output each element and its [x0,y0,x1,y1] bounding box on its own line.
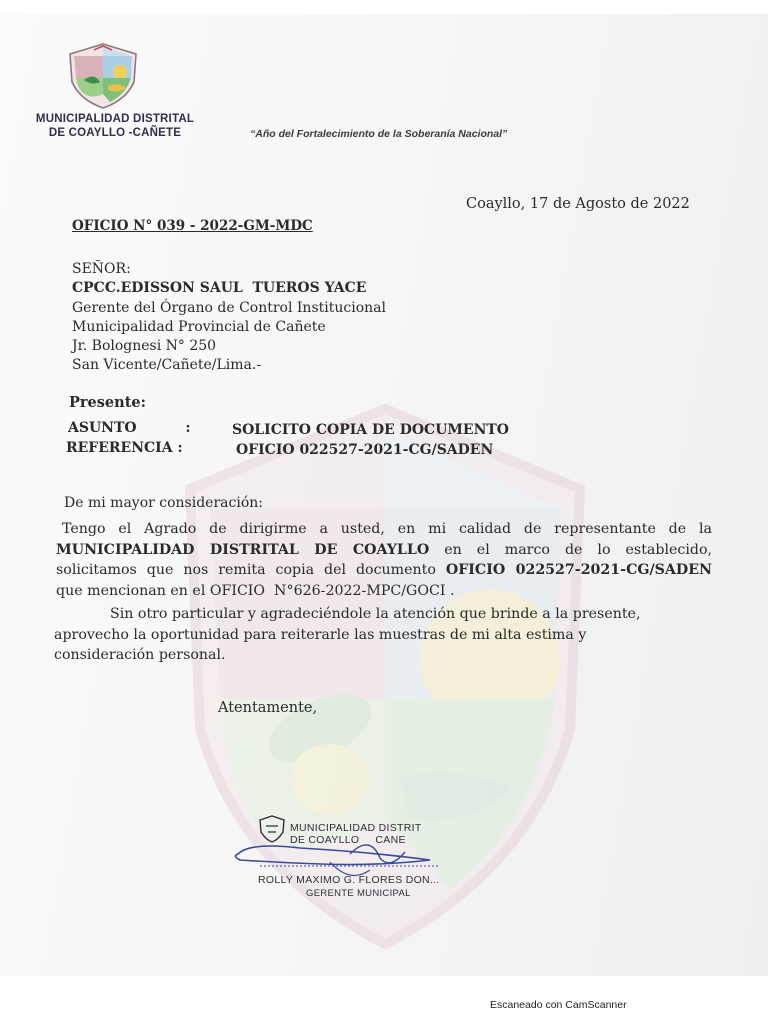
body2-line3: consideración personal. [54,647,226,663]
letter-date: Coayllo, 17 de Agosto de 2022 [466,196,690,212]
recipient-salutation: SEÑOR: [72,261,131,277]
body-paragraph-2 [54,604,710,666]
body1-line4: que mencionan en el OFICIO N°626-2022-MPC/GOCI . [56,582,455,599]
reference-value: OFICIO 022527-2021-CG/SADEN [236,442,494,458]
recipient-position: Gerente del Órgano de Control Institucional [72,299,386,316]
recipient-name: CPCC.EDISSON SAUL TUEROS YACE [72,280,367,297]
reference-bold: OFICIO 022527-2021-CG/SADEN [445,562,712,578]
recipient-address: Jr. Bolognesi N° 250 [72,338,217,355]
municipality-name-line2: DE COAYLLO -CAÑETE [48,127,182,139]
body2-line1: Sin otro particular y agradeciéndole la atención que brinde a la presente, [110,606,641,622]
body1-line2-rest: en el marco de lo establecido, [429,541,712,558]
municipality-bold: MUNICIPALIDAD DISTRITAL DE COAYLLO [56,541,430,558]
body1-line2 [56,540,712,561]
closing-text: Atentamente, [218,700,318,716]
signer-title: GERENTE MUNICIPAL [306,888,411,899]
subject-label: ASUNTO : [68,420,191,436]
subject-value: SOLICITO COPIA DE DOCUMENTO [232,422,509,438]
letter-number: OFICIO N° 039 - 2022-GM-MDC [72,218,313,234]
recipient-block [72,260,386,376]
stamp-line2: DE COAYLLO CANE [290,834,406,846]
body2-line2: aprovecho la oportunidad para reiterarle las muestras de mi alta estima y [54,626,587,643]
reference-label: REFERENCIA : [66,440,183,456]
body-paragraph-1 [56,519,712,601]
signer-name: ROLLY MAXIMO G. FLORES DON... [258,874,440,886]
recipient-city: San Vicente/Cañete/Lima.- [72,357,262,374]
body1-line1: Tengo el Agrado de dirigirme a usted, en mi calidad de representante de la [62,521,712,537]
scanner-watermark-text: Escaneado con CamScanner [490,999,627,1011]
body1-line3 [56,560,712,581]
greeting: De mi mayor consideración: [64,495,263,511]
presente-label: Presente: [69,394,146,411]
recipient-institution: Municipalidad Provincial de Cañete [72,318,326,335]
municipality-name [30,112,200,140]
stamp-line1: MUNICIPALIDAD DISTRIT [290,822,422,834]
year-motto: “Año del Fortalecimiento de la Soberanía Nacional” [250,128,508,140]
document-sheet [0,14,768,976]
municipality-name-line1: MUNICIPALIDAD DISTRITAL [35,113,195,125]
crest-icon [64,42,142,110]
body1-line3-pre: solicitamos que nos remita copia del documento [56,562,446,578]
signature-stamp [230,814,470,914]
municipal-crest-logo [64,42,142,110]
